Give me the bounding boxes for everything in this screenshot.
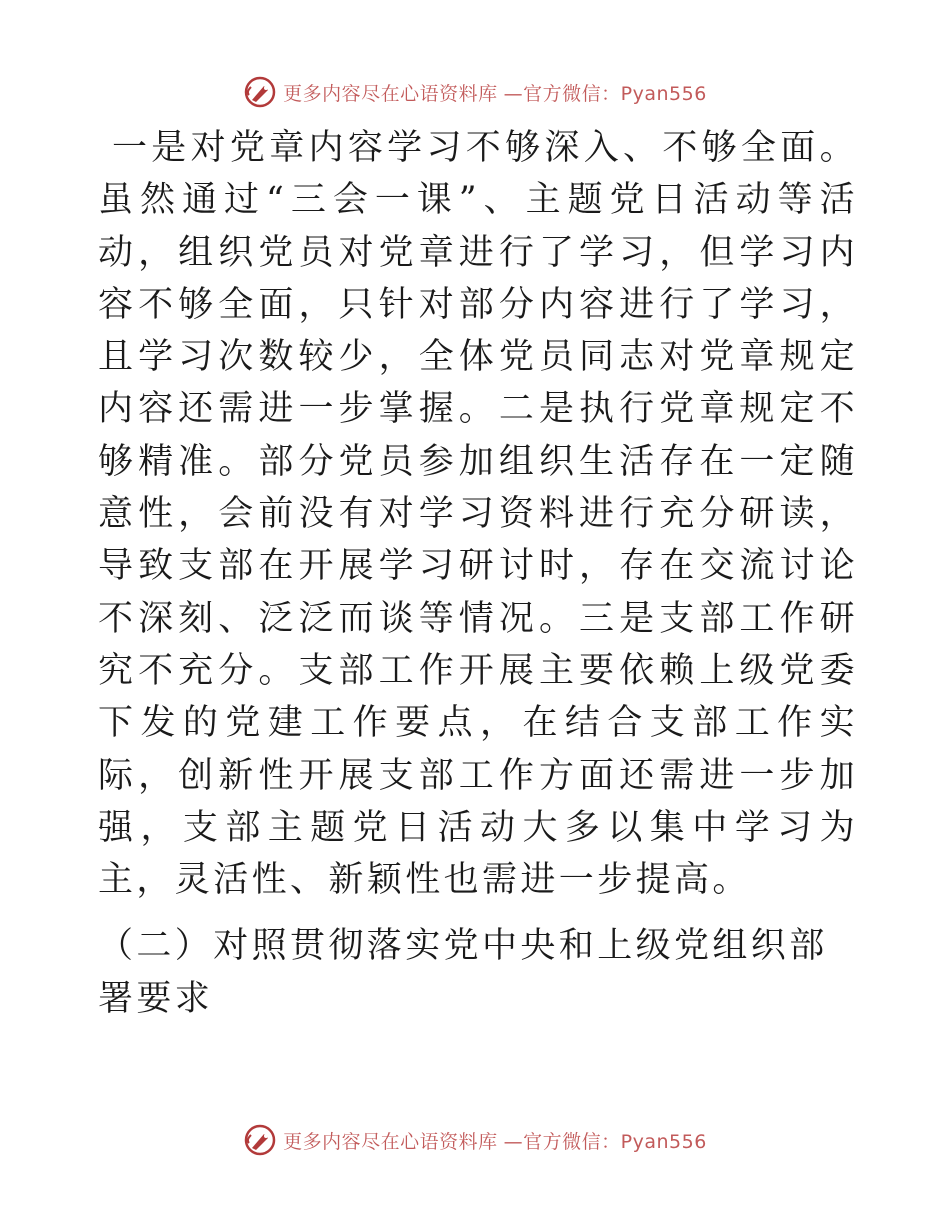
banner-brand-text: 更多内容尽在心语资料库 bbox=[283, 82, 498, 105]
pen-nib-logo-icon bbox=[243, 75, 277, 109]
banner-brand-text: 更多内容尽在心语资料库 bbox=[283, 1130, 498, 1153]
header-banner bbox=[0, 72, 950, 112]
footer-banner bbox=[0, 1120, 950, 1160]
pen-nib-logo-icon bbox=[243, 1123, 277, 1157]
section-heading: （二）对照贯彻落实党中央和上级党组织部署要求 bbox=[98, 926, 828, 1019]
body-paragraph: 一是对党章内容学习不够深入、不够全面。虽然通过“三会一课”、主题党日活动等活动，组织党员对党章进行了学习，但学习内容不够全面，只针对部分内容进行了学习，且学习次数较少，全体党员同志对党章规定内容还需进一步掌握。二是执行党章规定不够精准。部分党员参加组织生活存在一定随意性，会前没有对学习资料进行充分研读，导致支部在开展学习研讨时，存在交流讨论不深刻、泛泛而谈等情况。三是支部工作研究不充分。支部工作开展主要依赖上级党委下发的党建工作要点，在结合支部工作实际，创新性开展支部工作方面还需进一步加强，支部主题党日活动大多以集中学习为主，灵活性、新颖性也需进一步提高。 bbox=[98, 128, 858, 901]
document-body bbox=[98, 122, 858, 1025]
banner-contact-text: —官方微信：Pyan556 bbox=[503, 82, 707, 105]
banner-contact-text: —官方微信：Pyan556 bbox=[503, 1130, 707, 1153]
